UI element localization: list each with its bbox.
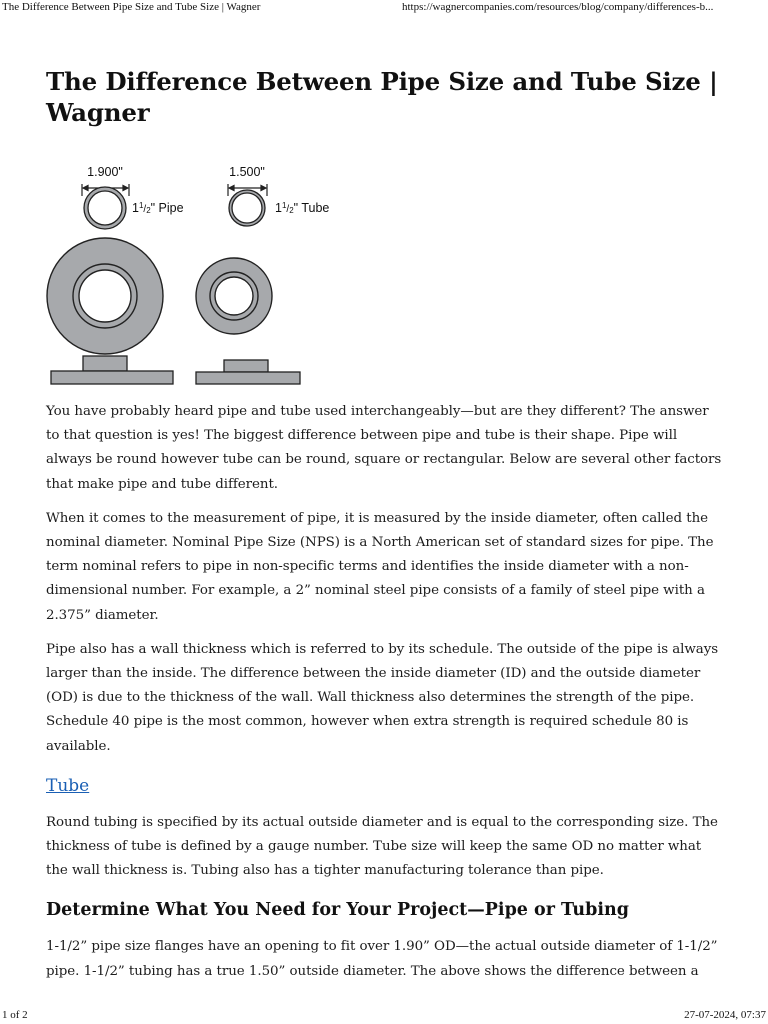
tube-bore	[232, 193, 262, 223]
pipe-label-suffix: " Pipe	[150, 201, 184, 215]
paragraph-pipe-measurement: When it comes to the measurement of pipe, it is measured by the inside diameter, often called the nominal diameter. Nominal Pipe Size (NPS) is a North American set of standard sizes for pipe. The term nominal refers to pipe in non-specific terms and identifies the inside diameter with a non-dimensional number. For example, a 2” nominal steel pipe consists of a family of steel pipe with a 2.375” diameter.	[46, 510, 714, 623]
tube-heading	[46, 773, 726, 799]
tube-heading-link[interactable]: Tube	[46, 775, 90, 796]
pipe-dimension-label: 1.900"	[87, 165, 123, 179]
tube-flange-bore	[215, 277, 253, 315]
page-title: The Difference Between Pipe Size and Tube Size | Wagner	[46, 67, 718, 127]
print-header	[0, 0, 768, 16]
tube-dimension-label: 1.500"	[229, 165, 265, 179]
paragraph-intro: You have probably heard pipe and tube used interchangeably—but are they different? The answer to that question is yes! The biggest difference between pipe and tube is their shape. Pipe will always be round however tube can be round, square or rectangular. Below are several other factors that make pipe and tube different.	[46, 404, 722, 492]
tube-flange-profile	[196, 360, 300, 384]
print-header-url: https://wagnercompanies.com/resources/blog/company/differences-b...	[402, 1, 714, 13]
print-datetime: 27-07-2024, 07:37	[684, 1009, 766, 1021]
page-number: 1 of 2	[2, 1009, 28, 1021]
tube-size-label	[275, 201, 329, 215]
pipe-label-sub: 2	[146, 206, 151, 215]
tube-label-sup: 1	[281, 201, 287, 210]
pipe-label-prefix: 1	[132, 201, 139, 215]
pipe-label-sup: 1	[138, 201, 144, 210]
article	[46, 66, 726, 984]
print-footer	[0, 1008, 768, 1024]
print-header-title: The Difference Between Pipe Size and Tube Size | Wagner	[2, 1, 261, 13]
tube-label-sub: 2	[289, 206, 294, 215]
pipe-label-slash: /	[143, 204, 147, 215]
pipe-vs-tube-svg	[46, 156, 346, 392]
pipe-vs-tube-diagram	[46, 156, 346, 392]
tube-label-prefix: 1	[275, 201, 282, 215]
section-heading: Determine What You Need for Your Project—Pipe or Tubing	[46, 900, 629, 921]
tube-label-slash: /	[286, 204, 290, 215]
paragraph-flanges: 1-1/2” pipe size flanges have an opening to fit over 1.90” OD—the actual outside diameter of 1-1/2” pipe. 1-1/2” tubing has a true 1.50” outside diameter. The above shows the difference between a	[46, 939, 718, 979]
tube-label-suffix: " Tube	[293, 201, 330, 215]
pipe-bore	[88, 191, 122, 225]
pipe-size-label	[132, 201, 184, 215]
pipe-flange-profile	[51, 356, 173, 384]
paragraph-tube: Round tubing is specified by its actual outside diameter and is equal to the corresponding size. The thickness of tube is defined by a gauge number. Tube size will keep the same OD no matter what the wall thickness is. Tubing also has a tighter manufacturing tolerance than pipe.	[46, 814, 718, 879]
pipe-flange-bore	[79, 270, 131, 322]
paragraph-wall-thickness: Pipe also has a wall thickness which is referred to by its schedule. The outside of the pipe is always larger than the inside. The difference between the inside diameter (ID) and the outside diameter (OD) is due to the thickness of the wall. Wall thickness also determines the strength of the pipe. Schedule 40 pipe is the most common, however when extra strength is required schedule 80 is available.	[46, 641, 719, 754]
